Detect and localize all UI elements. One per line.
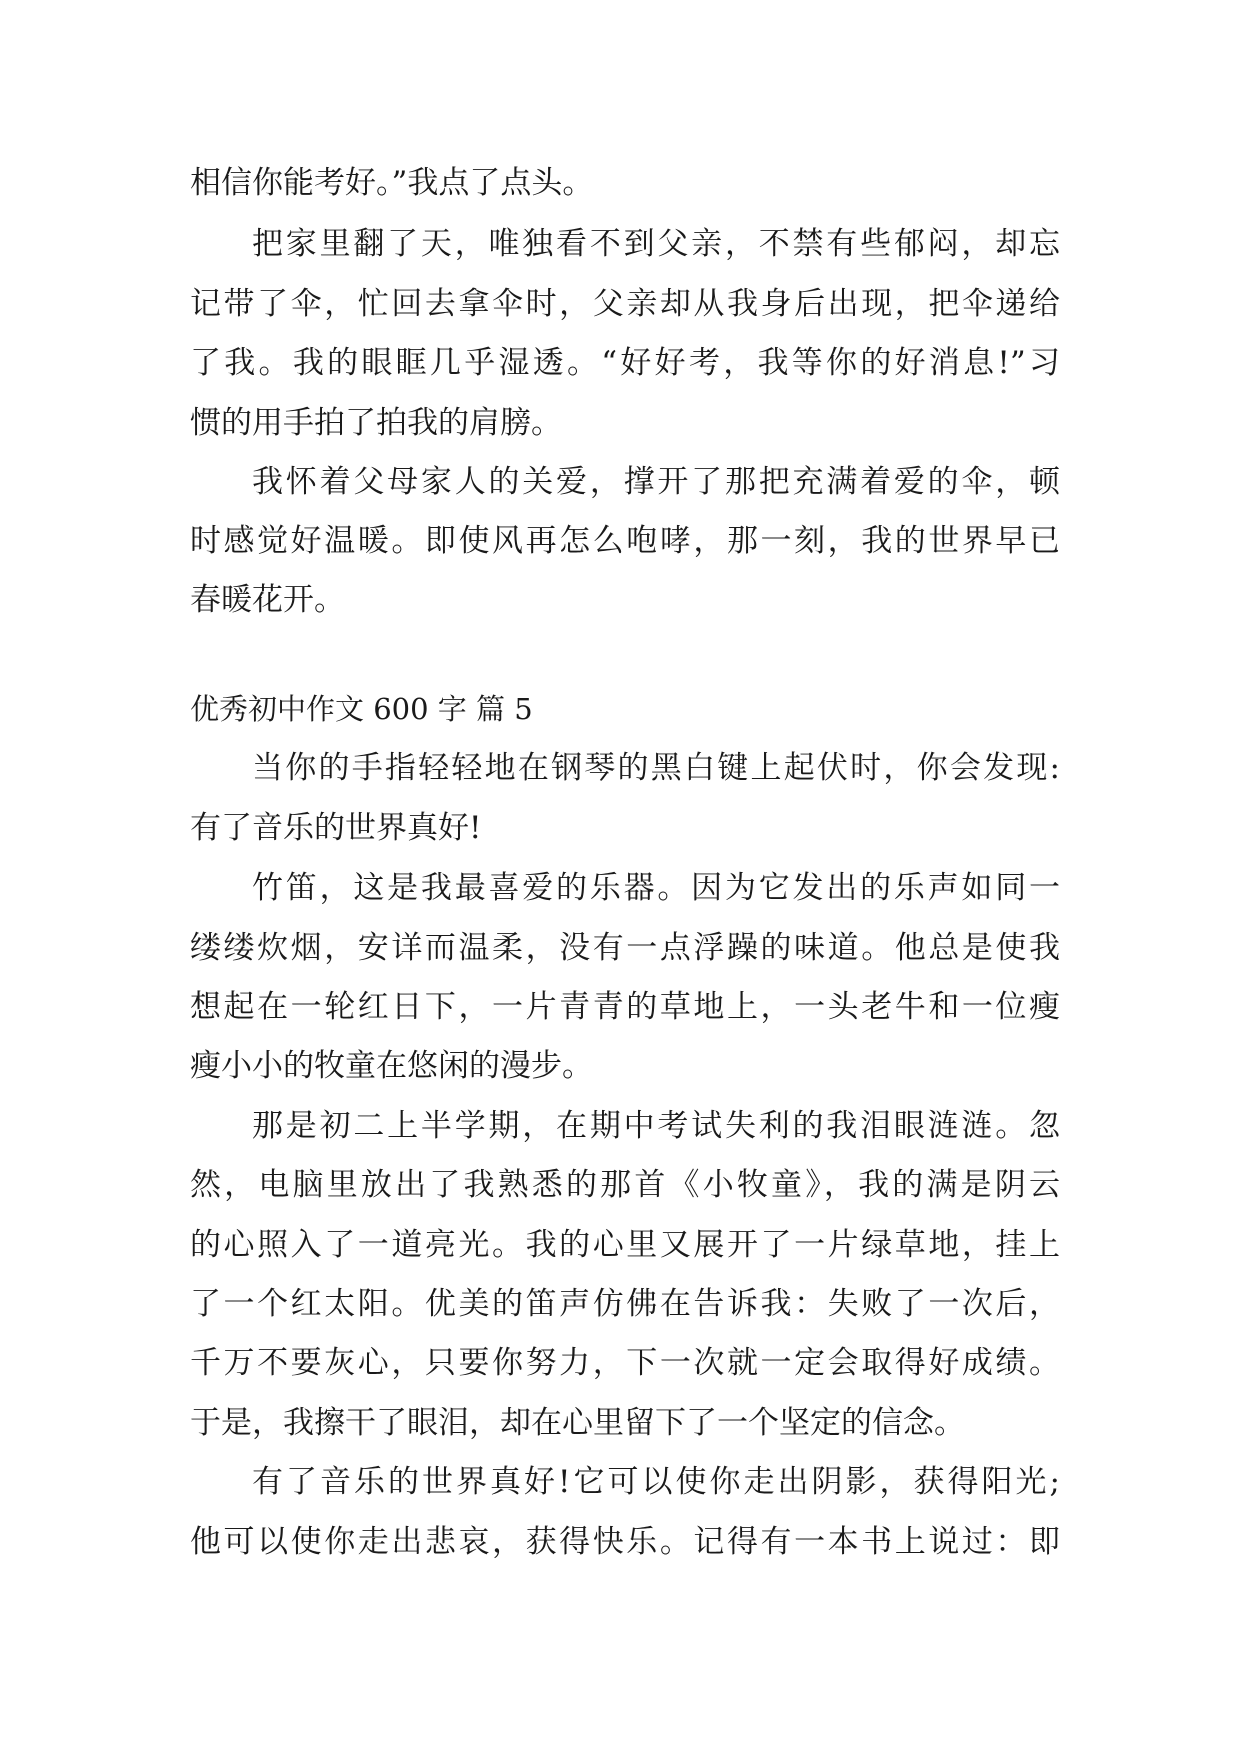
paragraph-line: 了一个红太阳。优美的笛声仿佛在告诉我：失败了一次后， xyxy=(190,1286,1060,1322)
paragraph-line: 的心照入了一道亮光。我的心里又展开了一片绿草地，挂上 xyxy=(190,1227,1060,1263)
paragraph-line: 然，电脑里放出了我熟悉的那首《小牧童》，我的满是阴云 xyxy=(190,1167,1060,1203)
paragraph-line: 相信你能考好。”我点了点头。 xyxy=(190,165,594,201)
paragraph-line: 把家里翻了天，唯独看不到父亲，不禁有些郁闷，却忘 xyxy=(252,226,1060,262)
paragraph-line: 千万不要灰心，只要你努力，下一次就一定会取得好成绩。 xyxy=(190,1345,1060,1381)
section-heading: 优秀初中作文 600 字 篇 5 xyxy=(190,692,533,726)
paragraph-line: 那是初二上半学期，在期中考试失利的我泪眼涟涟。忽 xyxy=(252,1108,1060,1144)
paragraph-line: 有了音乐的世界真好! xyxy=(190,810,482,846)
paragraph-line: 于是，我擦干了眼泪，却在心里留下了一个坚定的信念。 xyxy=(190,1405,965,1441)
paragraph-line: 惯的用手拍了拍我的肩膀。 xyxy=(190,405,562,441)
paragraph-line: 想起在一轮红日下，一片青青的草地上，一头老牛和一位瘦 xyxy=(190,989,1060,1025)
paragraph-line: 有了音乐的世界真好!它可以使你走出阴影，获得阳光; xyxy=(252,1464,1060,1500)
paragraph-line: 缕缕炊烟，安详而温柔，没有一点浮躁的味道。他总是使我 xyxy=(190,930,1060,966)
paragraph-line: 他可以使你走出悲哀，获得快乐。记得有一本书上说过：即 xyxy=(190,1524,1060,1560)
paragraph-line: 瘦小小的牧童在悠闲的漫步。 xyxy=(190,1048,593,1084)
paragraph-line: 竹笛，这是我最喜爱的乐器。因为它发出的乐声如同一 xyxy=(252,870,1060,906)
paragraph-line: 了我。我的眼眶几乎湿透。“好好考，我等你的好消息!”习 xyxy=(190,345,1060,381)
paragraph-line: 春暖花开。 xyxy=(190,582,345,618)
paragraph-line: 我怀着父母家人的关爱，撑开了那把充满着爱的伞，顿 xyxy=(252,464,1060,500)
paragraph-line: 当你的手指轻轻地在钢琴的黑白键上起伏时，你会发现: xyxy=(252,750,1060,786)
paragraph-line: 记带了伞，忙回去拿伞时，父亲却从我身后出现，把伞递给 xyxy=(190,286,1060,322)
paragraph-line: 时感觉好温暖。即使风再怎么咆哮，那一刻，我的世界早已 xyxy=(190,523,1060,559)
